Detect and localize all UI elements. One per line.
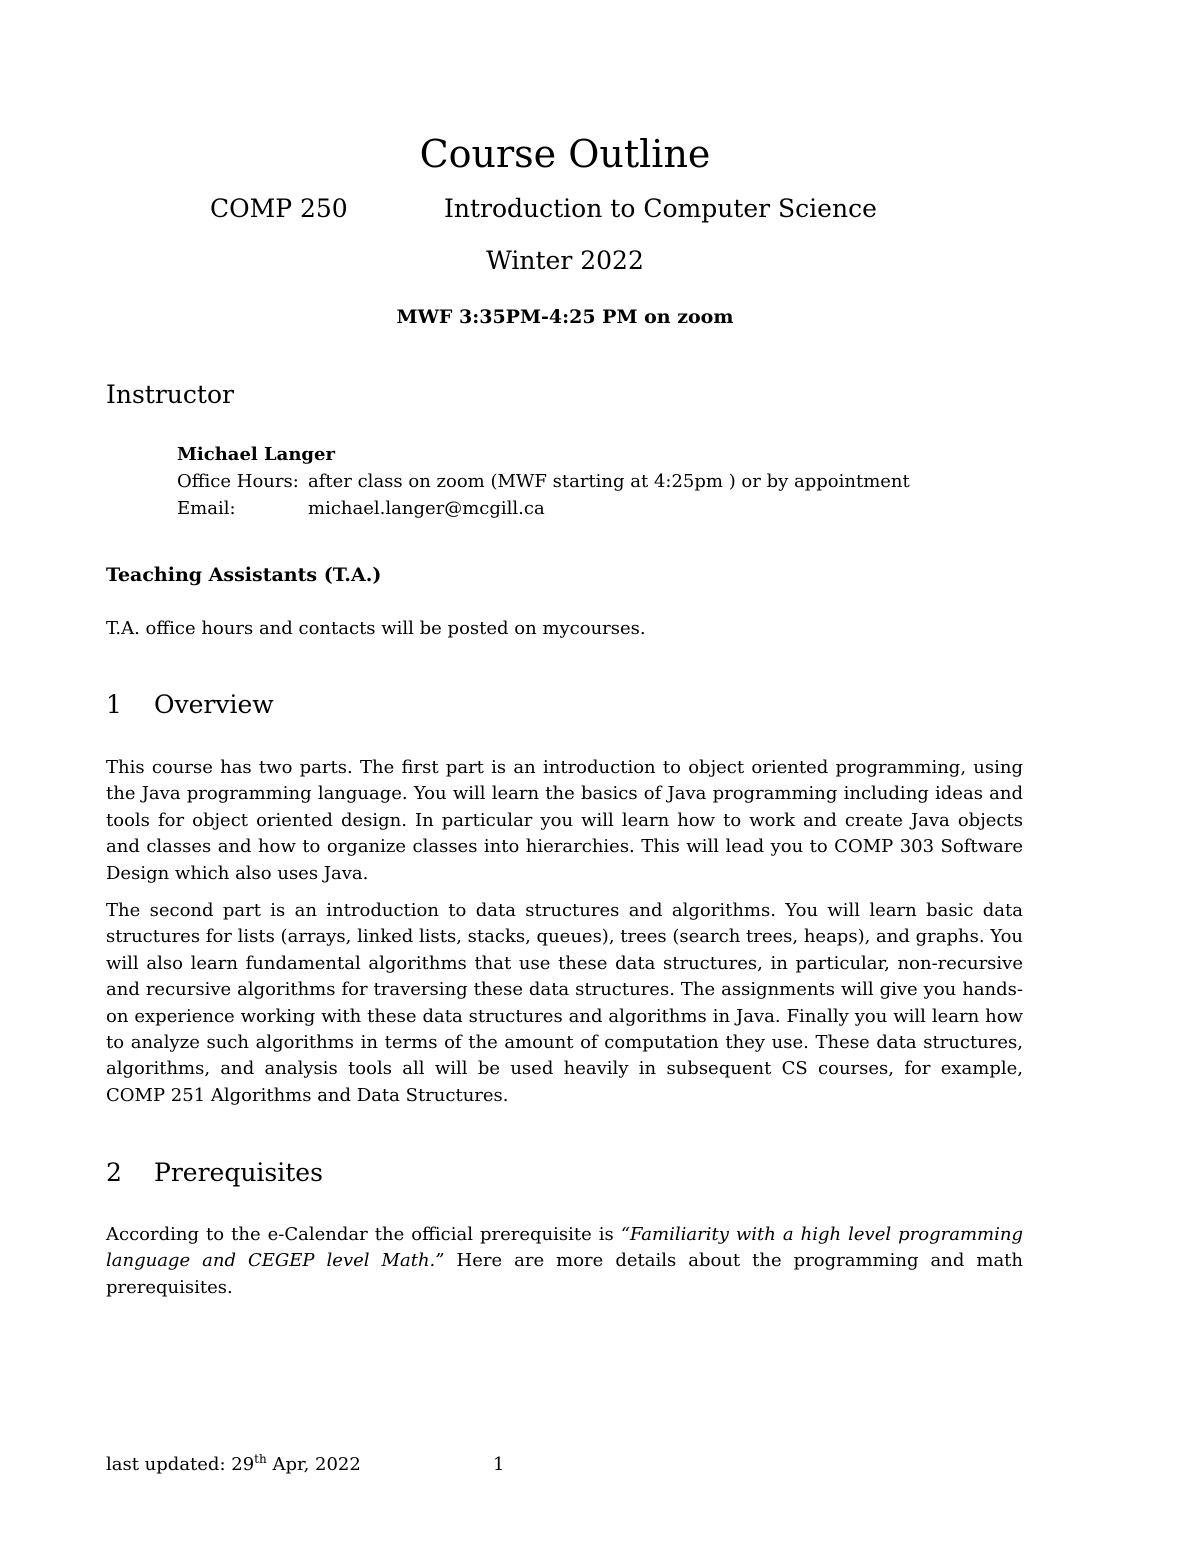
instructor-heading: Instructor — [106, 380, 234, 409]
course-term: Winter 2022 — [486, 246, 644, 275]
last-updated-ordinal: th — [254, 1452, 267, 1466]
course-code: COMP 250 — [210, 194, 348, 223]
office-hours-value: after class on zoom (MWF starting at 4:25pm ) or by appointment — [308, 471, 910, 492]
last-updated-prefix: last updated: 29 — [106, 1454, 255, 1475]
prerequisites-text-after: Here are more details about the programming and math prerequisites. — [106, 1250, 1024, 1298]
course-name: Introduction to Computer Science — [444, 194, 877, 223]
last-updated-suffix: Apr, 2022 — [266, 1454, 361, 1475]
prerequisites-number: 2 — [106, 1158, 122, 1187]
office-hours-row — [177, 471, 910, 492]
overview-paragraph-2: The second part is an introduction to data structures and algorithms. You will learn basic data structures for lists (arrays, linked lists, stacks, queues), trees (search trees, heaps), and graphs. You will also learn fundamental algorithms that use these data structures, in particular, non-recursive and recursive algorithms for traversing these data structures. The assignments will give you hands-on experience working with these data structures and algorithms in Java. Finally you will learn how to analyze such algorithms in terms of the amount of computation they use. These data structures, algorithms, and analysis tools all will be used heavily in subsequent CS courses, for example, COMP 251 Algorithms and Data Structures. — [106, 900, 1024, 1106]
prerequisites-quote: “Familiarity with a high level programming language and CEGEP level Math.” — [106, 1224, 1023, 1272]
prerequisites-text-before: According to the e-Calendar the official prerequisite is — [106, 1224, 621, 1245]
office-hours-label: Office Hours: — [177, 471, 299, 492]
last-updated — [106, 1454, 361, 1475]
teaching-assistants-text: T.A. office hours and contacts will be posted on mycourses. — [106, 618, 646, 639]
prerequisites-paragraph — [106, 1222, 1023, 1301]
page-number: 1 — [493, 1454, 505, 1475]
overview-number: 1 — [106, 690, 122, 719]
email-label: Email: — [177, 498, 236, 519]
course-schedule: MWF 3:35PM-4:25 PM on zoom — [396, 306, 734, 328]
document-title: Course Outline — [419, 132, 711, 176]
prerequisites-heading — [106, 1158, 323, 1187]
overview-paragraph-1: This course has two parts. The first part is an introduction to object oriented programming, using the Java programming language. You will learn the basics of Java programming including ideas and tools for object oriented design. In particular you will learn how to work and create Java objects and classes and how to organize classes into hierarchies. This will lead you to COMP 303 Software Design which also uses Java. — [106, 757, 1023, 884]
overview-title: Overview — [154, 690, 274, 719]
instructor-name: Michael Langer — [177, 444, 335, 465]
prerequisites-title: Prerequisites — [154, 1158, 323, 1187]
email-value[interactable]: michael.langer@mcgill.ca — [308, 498, 545, 519]
teaching-assistants-heading: Teaching Assistants (T.A.) — [106, 564, 382, 586]
email-row — [177, 498, 545, 519]
overview-heading — [106, 690, 274, 719]
